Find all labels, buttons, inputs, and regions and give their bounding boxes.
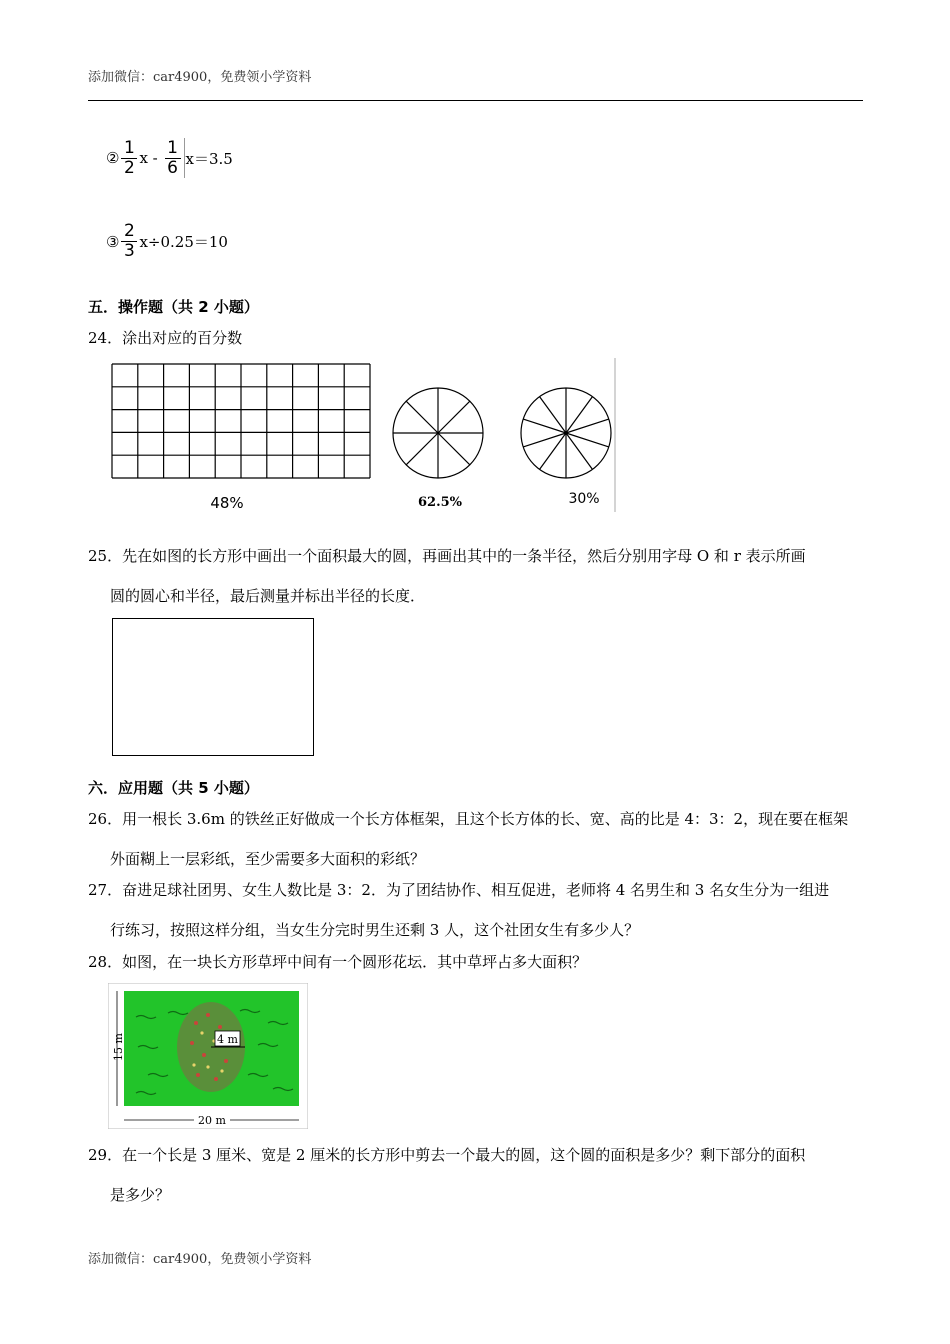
equation-2-mid: x -	[139, 149, 163, 167]
grid-percent-label: 48%	[210, 494, 244, 512]
percent-figures	[108, 358, 620, 514]
equation-3	[106, 222, 228, 261]
width-label: 20 m	[198, 1114, 226, 1127]
page-footer: 添加微信：car4900，免费领小学资料	[88, 1252, 312, 1267]
question-29-line-2: 是多少？	[110, 1186, 171, 1204]
fraction-2-3: $\frac{2}{3}$	[121, 222, 137, 261]
page-header: 添加微信：car4900，免费领小学资料	[88, 70, 312, 85]
equation-2-marker: ②	[106, 149, 120, 167]
fraction-edge	[184, 138, 185, 178]
equation-3-marker: ③	[106, 232, 120, 251]
header-divider	[88, 100, 863, 101]
question-24: 24．涂出对应的百分数	[88, 329, 243, 347]
lawn-figure	[108, 983, 308, 1129]
question-27-line-1: 27．奋进足球社团男、女生人数比是 3：2．为了团结协作、相互促进，老师将 4 名男生和 3 名女生分为一组进	[88, 881, 830, 899]
height-label: 15 m	[112, 1033, 125, 1061]
equation-3-tail: x÷0.25＝10	[139, 233, 228, 251]
question-26-line-2: 外面糊上一层彩纸，至少需要多大面积的彩纸？	[110, 850, 426, 868]
question-25-line-1: 25．先在如图的长方形中画出一个面积最大的圆，再画出其中的一条半径，然后分别用字母 O 和 r 表示所画	[88, 547, 806, 565]
question-28: 28．如图，在一块长方形草坪中间有一个圆形花坛．其中草坪占多大面积？	[88, 953, 588, 971]
question-29-line-1: 29．在一个长是 3 厘米、宽是 2 厘米的长方形中剪去一个最大的圆，这个圆的面积是多少？剩下部分的面积	[88, 1146, 806, 1164]
section-5-title: 五．操作题（共 2 小题）	[88, 298, 259, 316]
radius-label: 4 m	[217, 1033, 238, 1046]
fraction-1-6: $\frac{1}{6}$	[165, 139, 181, 178]
section-6-title: 六．应用题（共 5 小题）	[88, 779, 259, 797]
circle-8-percent-label: 62.5%	[417, 495, 463, 510]
circle-8-parts	[393, 388, 483, 478]
fraction-1-2: $\frac{1}{2}$	[121, 139, 137, 178]
question-26-line-1: 26．用一根长 3.6m 的铁丝正好做成一个长方体框架，且这个长方体的长、宽、高的比是 4：3：2，现在要在框架	[88, 810, 849, 828]
equation-2-tail: x＝3.5	[185, 149, 233, 168]
equation-2	[106, 138, 233, 178]
question-27-line-2: 行练习，按照这样分组，当女生分完时男生还剩 3 人，这个社团女生有多少人？	[110, 921, 640, 939]
question-25-line-2: 圆的圆心和半径，最后测量并标出半径的长度．	[110, 587, 426, 605]
circle-10-percent-label: 30%	[568, 491, 600, 507]
drawing-rectangle	[112, 618, 314, 756]
